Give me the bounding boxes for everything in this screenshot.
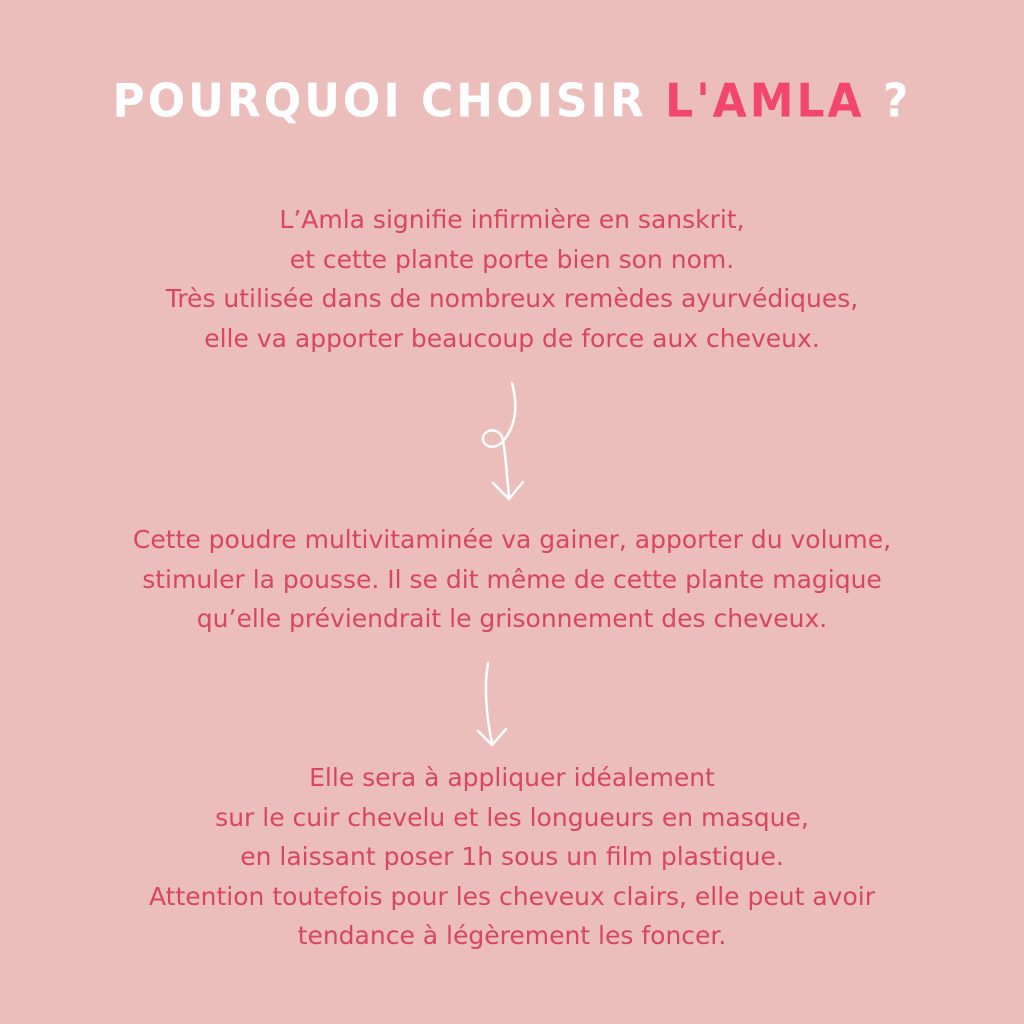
text-line: tendance à légèrement les foncer. [297, 921, 727, 950]
text-line: Cette poudre multivitaminée va gainer, apporter du volume, [132, 525, 892, 554]
text-line: Très utilisée dans de nombreux remèdes ayurvédiques, [165, 284, 859, 313]
arrow-down-icon [460, 655, 540, 755]
text-line: elle va apporter beaucoup de force aux cheveux. [204, 323, 820, 353]
paragraph-intro [0, 200, 1024, 358]
text-line: et cette plante porte bien son nom. [289, 244, 735, 274]
text-line: en laissant poser 1h sous un film plastique. [240, 842, 784, 871]
page-title [0, 75, 1024, 129]
title-accent: L'AMLA [665, 74, 865, 129]
title-suffix: ? [864, 74, 912, 129]
paragraph-benefits [0, 520, 1024, 639]
text-line: Attention toutefois pour les cheveux clairs, elle peut avoir [149, 881, 875, 911]
text-line: Elle sera à appliquer idéalement [309, 763, 715, 792]
text-line: stimuler la pousse. Il se dit même de cette plante magique [142, 564, 882, 594]
paragraph-usage [0, 758, 1024, 956]
text-line: sur le cuir chevelu et les longueurs en masque, [215, 802, 809, 832]
text-line: qu’elle préviendrait le grisonnement des cheveux. [196, 604, 828, 633]
text-line: L’Amla signifie infirmière en sanskrit, [279, 205, 745, 234]
loop-arrow-down-icon [460, 375, 560, 505]
title-prefix: POURQUOI CHOISIR [112, 74, 666, 129]
